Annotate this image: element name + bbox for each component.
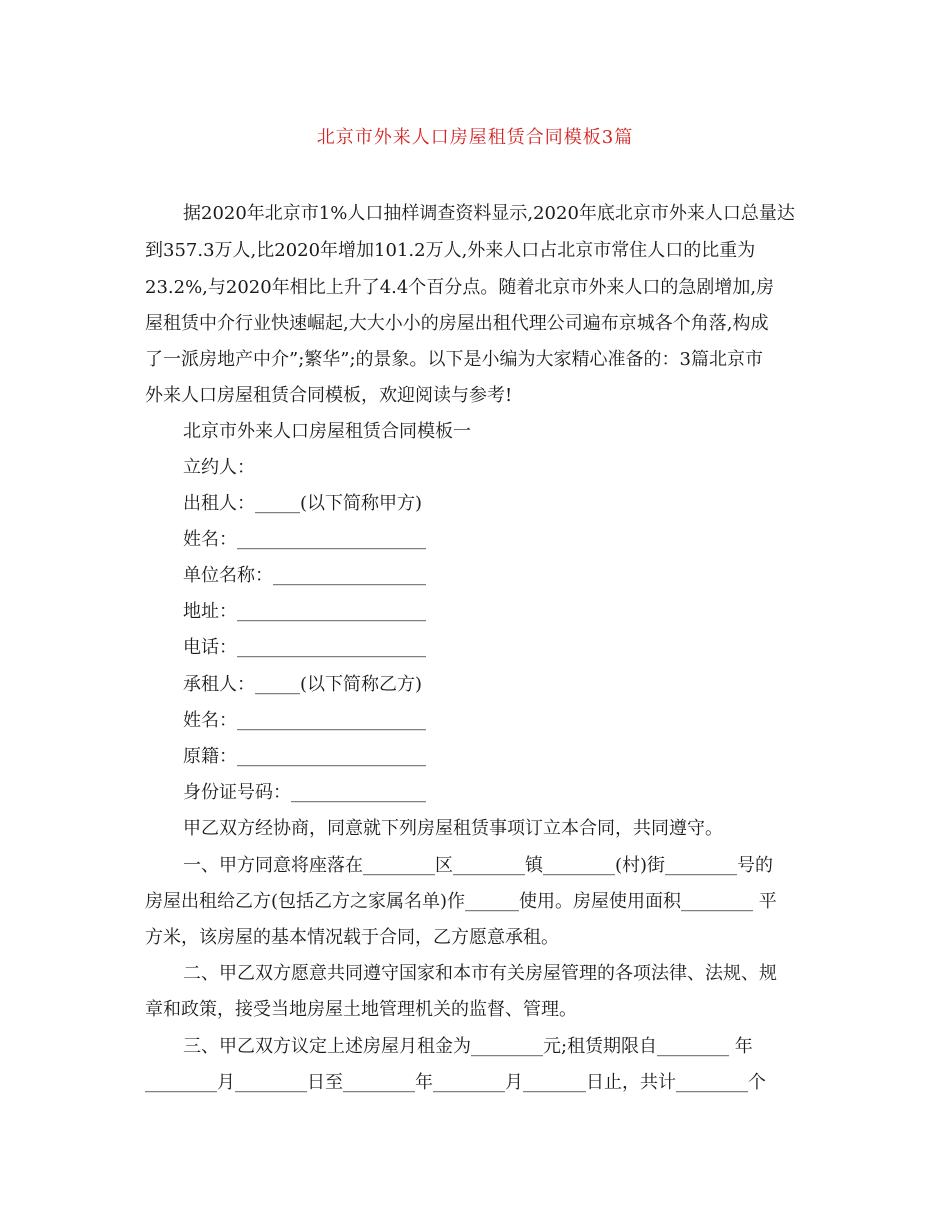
clause1-line-1: 一、甲方同意将座落在________区________镇________(村)街________号的	[183, 855, 774, 876]
clause1-line-2: 房屋出租给乙方(包括乙方之家属名单)作______使用。房屋使用面积________ 平	[145, 891, 777, 912]
intro-line-3: 23.2%,与2020年相比上升了4.4个百分点。随着北京市外来人口的急剧增加,房	[145, 277, 775, 298]
field-lessee-origin: 原籍：_____________________	[183, 746, 426, 767]
field-lessee-id: 身份证号码：_______________	[183, 782, 426, 803]
intro-line-1: 据2020年北京市1%人口抽样调查资料显示,2020年底北京市外来人口总量达	[183, 203, 795, 224]
field-lessor-address: 地址：_____________________	[183, 601, 426, 622]
clause3-line-1: 三、甲乙双方议定上述房屋月租金为________元;租赁期限自________ 年	[183, 1036, 753, 1057]
field-lessee-name: 姓名：_____________________	[183, 710, 426, 731]
document-title: 北京市外来人口房屋租赁合同模板3篇	[316, 127, 634, 148]
intro-line-4: 屋租赁中介行业快速崛起,大大小小的房屋出租代理公司遍布京城各个角落,构成	[145, 313, 769, 334]
section-heading: 北京市外来人口房屋租赁合同模板一	[183, 421, 471, 442]
clause2-line-1: 二、甲乙双方愿意共同遵守国家和本市有关房屋管理的各项法律、法规、规	[183, 963, 777, 984]
clause1-line-3: 方米，该房屋的基本情况载于合同，乙方愿意承租。	[145, 927, 559, 948]
intro-line-6: 外来人口房屋租赁合同模板，欢迎阅读与参考!	[145, 385, 513, 406]
intro-line-5: 了一派房地产中介”;繁华”;的景象。以下是小编为大家精心准备的：3篇北京市	[145, 349, 763, 370]
clause2-line-2: 章和政策，接受当地房屋土地管理机关的监督、管理。	[145, 999, 577, 1020]
intro-line-2: 到357.3万人,比2020年增加101.2万人,外来人口占北京市常住人口的比重为	[145, 240, 756, 261]
field-lessor-name: 姓名：_____________________	[183, 529, 426, 550]
agreement-line: 甲乙双方经协商，同意就下列房屋租赁事项订立本合同，共同遵守。	[183, 818, 723, 839]
field-lessor-phone: 电话：_____________________	[183, 637, 426, 658]
field-lessor-company: 单位名称：_________________	[183, 565, 426, 586]
field-lessee: 承租人：_____(以下简称乙方)	[183, 674, 423, 695]
field-party-label: 立约人：	[183, 457, 255, 478]
field-lessor: 出租人：_____(以下简称甲方)	[183, 493, 423, 514]
clause3-line-2: ________月________日至________年________月_______日止，共计________个	[145, 1072, 766, 1093]
